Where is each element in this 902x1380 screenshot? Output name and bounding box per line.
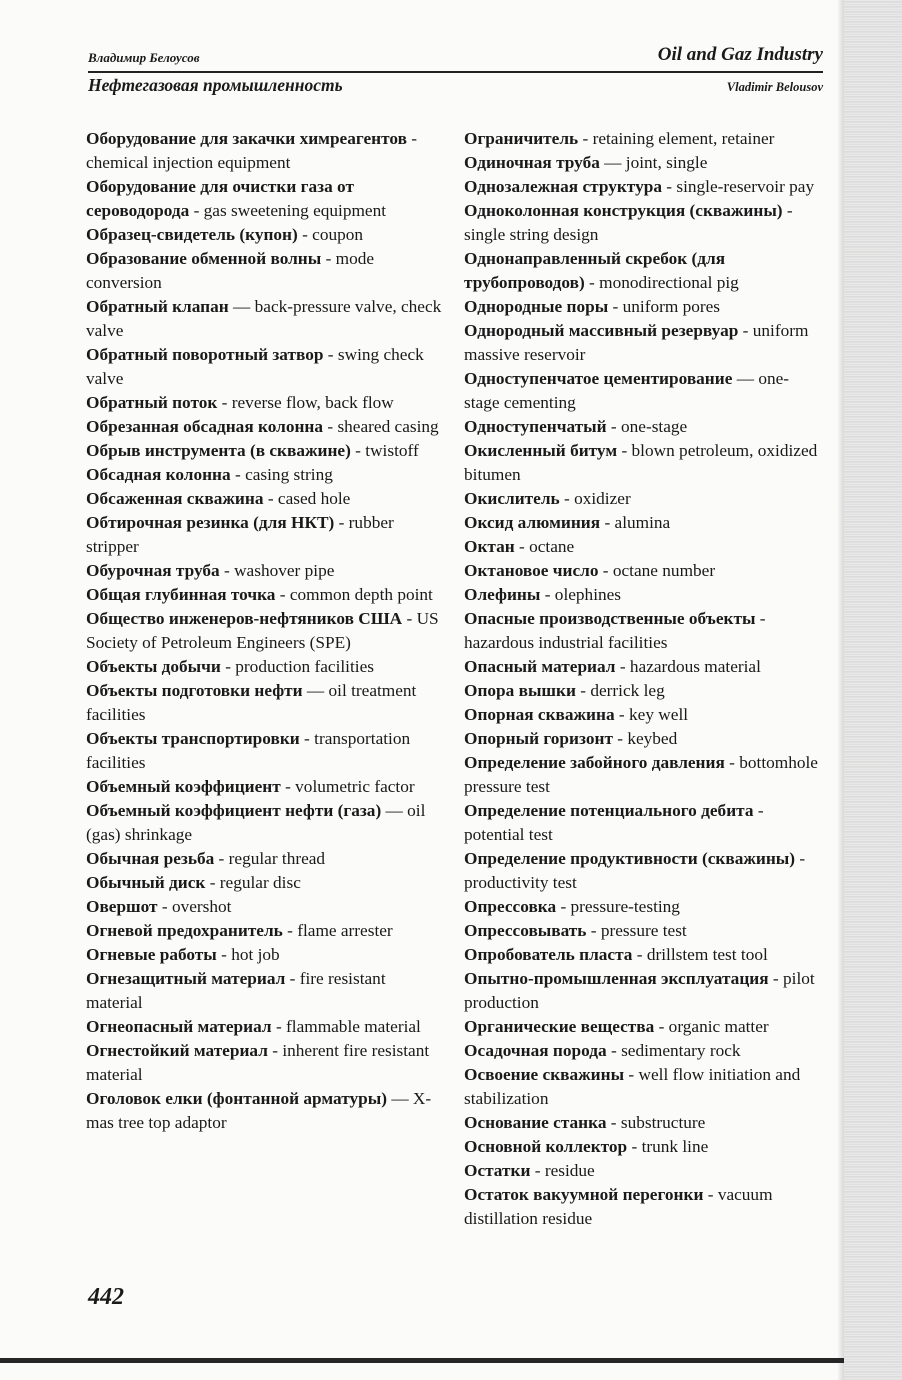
entry-term: Одиночная труба: [464, 153, 600, 172]
entry-definition: octane: [529, 537, 575, 556]
dictionary-entry: [464, 1063, 824, 1111]
entry-separator: —: [381, 801, 408, 820]
dictionary-entry: [464, 895, 824, 919]
entry-separator: -: [205, 873, 220, 892]
dictionary-entry: [86, 655, 444, 679]
entry-separator: -: [230, 465, 246, 484]
dictionary-entry: [86, 559, 444, 583]
dictionary-entry: [464, 127, 824, 151]
entry-definition: regular thread: [228, 849, 326, 868]
entry-definition: alumina: [614, 513, 671, 532]
dictionary-entry: [86, 967, 444, 1015]
dictionary-entry: [464, 487, 824, 511]
entry-term: Обратный клапан: [86, 297, 229, 316]
entry-term: Образование обменной волны: [86, 249, 322, 268]
entry-definition: single-reservoir pay: [676, 177, 815, 196]
entry-term: Огнезащитный материал: [86, 969, 286, 988]
entry-definition: fire resistant material: [86, 969, 386, 1012]
entry-separator: -: [214, 849, 229, 868]
entry-separator: -: [654, 1017, 669, 1036]
entry-definition: single string design: [464, 225, 599, 244]
entry-separator: -: [219, 561, 235, 580]
dictionary-entry: [464, 1135, 824, 1159]
entry-definition: hot job: [231, 945, 280, 964]
entry-definition: washover pipe: [234, 561, 335, 580]
dictionary-entry: [86, 1087, 444, 1135]
entry-definition: coupon: [312, 225, 364, 244]
entry-term: Обратный поток: [86, 393, 218, 412]
entry-definition: mode conversion: [86, 249, 375, 292]
entry-separator: -: [703, 1185, 718, 1204]
dictionary-entry: [86, 919, 444, 943]
entry-separator: -: [617, 441, 632, 460]
entry-separator: -: [738, 321, 753, 340]
entry-definition: oxidizer: [574, 489, 631, 508]
entry-definition: bottomhole pressure test: [464, 753, 818, 796]
entry-term: Определение продуктивности (скважины): [464, 849, 796, 868]
entry-term: Огневые работы: [86, 945, 217, 964]
book-page-edge: [844, 0, 902, 1380]
dictionary-entry: [86, 1015, 444, 1039]
entry-term: Объекты подготовки нефти: [86, 681, 303, 700]
dictionary-entry: [464, 511, 824, 535]
dictionary-entry: [86, 511, 444, 559]
entry-term: Объекты транспортировки: [86, 729, 300, 748]
header-author-en: Vladimir Belousov: [726, 80, 823, 94]
entry-separator: -: [755, 609, 766, 628]
entry-definition: common depth point: [289, 585, 433, 604]
dictionary-entry: [464, 559, 824, 583]
entry-definition: residue: [544, 1161, 595, 1180]
entry-definition: uniform pores: [622, 297, 721, 316]
dictionary-entry: [464, 415, 824, 439]
header-title-ru: Нефтегазовая промышленность: [88, 75, 343, 95]
entry-definition: organic matter: [668, 1017, 769, 1036]
entry-definition: well flow initiation and stabilization: [464, 1065, 801, 1108]
entry-definition: pressure-testing: [570, 897, 680, 916]
entry-definition: joint, single: [625, 153, 708, 172]
entry-term: Определение потенциального дебита: [464, 801, 754, 820]
dictionary-entry: [464, 295, 824, 319]
dictionary-entry: [86, 847, 444, 871]
entry-term: Общая глубинная точка: [86, 585, 276, 604]
dictionary-entry: [86, 799, 444, 847]
header-title-en: Oil and Gaz Industry: [657, 44, 823, 65]
entry-definition: derrick leg: [590, 681, 665, 700]
entry-term: Оголовок елки (фонтанной арматуры): [86, 1089, 387, 1108]
entry-definition: trunk line: [641, 1137, 709, 1156]
dictionary-entry: [464, 319, 824, 367]
dictionary-entry: [86, 583, 444, 607]
entry-term: Окисленный битум: [464, 441, 618, 460]
entry-separator: -: [612, 729, 628, 748]
entry-term: Опрессовка: [464, 897, 557, 916]
dictionary-entry: [464, 751, 824, 799]
entry-definition: blown petroleum, oxidized bitumen: [464, 441, 818, 484]
dictionary-column-right: [464, 127, 824, 1231]
entry-term: Опасные производственные объекты: [464, 609, 756, 628]
entry-separator: -: [402, 609, 417, 628]
entry-definition: potential test: [464, 825, 553, 844]
dictionary-entry: [86, 247, 444, 295]
dictionary-entry: [86, 439, 444, 463]
entry-term: Огнестойкий материал: [86, 1041, 268, 1060]
entry-term: Оксид алюминия: [464, 513, 601, 532]
entry-definition: one-stage: [621, 417, 688, 436]
entry-separator: -: [795, 849, 806, 868]
dictionary-entry: [86, 391, 444, 415]
entry-definition: cased hole: [277, 489, 351, 508]
entry-separator: -: [598, 561, 613, 580]
dictionary-entry: [464, 439, 824, 487]
entry-separator: -: [753, 801, 764, 820]
entry-definition: key well: [629, 705, 689, 724]
entry-term: Одноколонная конструкция (скважины): [464, 201, 783, 220]
dictionary-entry: [464, 679, 824, 703]
entry-separator: -: [323, 417, 338, 436]
entry-definition: olephines: [554, 585, 622, 604]
entry-separator: -: [285, 969, 300, 988]
entry-separator: -: [406, 129, 417, 148]
entry-term: Однородные поры: [464, 297, 609, 316]
entry-term: Объемный коэффициент нефти (газа): [86, 801, 382, 820]
entry-separator: -: [606, 1041, 622, 1060]
dictionary-entry: [86, 943, 444, 967]
entry-definition: US Society of Petroleum Engineers (SPE): [86, 609, 439, 652]
entry-term: Обурочная труба: [86, 561, 220, 580]
dictionary-entry: [464, 655, 824, 679]
entry-separator: -: [632, 945, 647, 964]
entry-term: Одноступенчатое цементирование: [464, 369, 733, 388]
entry-separator: -: [606, 417, 621, 436]
entry-definition: twistoff: [365, 441, 419, 460]
entry-term: Опасный материал: [464, 657, 616, 676]
entry-definition: pilot production: [464, 969, 815, 1012]
entry-separator: -: [514, 537, 530, 556]
entry-term: Объекты добычи: [86, 657, 221, 676]
entry-definition: inherent fire resistant material: [86, 1041, 430, 1084]
dictionary-entry: [464, 367, 824, 415]
entry-separator: -: [530, 1161, 545, 1180]
entry-separator: -: [615, 657, 630, 676]
dictionary-entry: [464, 583, 824, 607]
entry-definition: X-mas tree top adaptor: [86, 1089, 432, 1132]
entry-separator: -: [559, 489, 575, 508]
entry-definition: regular disc: [219, 873, 301, 892]
entry-separator: -: [782, 201, 793, 220]
entry-separator: —: [732, 369, 759, 388]
entry-separator: -: [661, 177, 677, 196]
dictionary-entry: [464, 199, 824, 247]
entry-term: Определение забойного давления: [464, 753, 725, 772]
dictionary-entry: [86, 727, 444, 775]
entry-separator: -: [600, 513, 615, 532]
entry-term: Овершот: [86, 897, 158, 916]
entry-term: Однозалежная структура: [464, 177, 662, 196]
entry-separator: —: [302, 681, 329, 700]
dictionary-entry: [464, 247, 824, 295]
entry-separator: -: [624, 1065, 639, 1084]
entry-separator: -: [220, 657, 236, 676]
entry-definition: vacuum distillation residue: [464, 1185, 773, 1228]
entry-definition: sheared casing: [337, 417, 439, 436]
entry-definition: rubber stripper: [86, 513, 394, 556]
dictionary-entry: [86, 463, 444, 487]
entry-term: Однонаправленный скребок (для трубопроводов): [464, 249, 726, 292]
dictionary-entry: [464, 1183, 824, 1231]
entry-definition: sedimentary rock: [621, 1041, 741, 1060]
entry-term: Огнеопасный материал: [86, 1017, 272, 1036]
dictionary-entry: [464, 919, 824, 943]
dictionary-entry: [86, 487, 444, 511]
entry-term: Опрессовывать: [464, 921, 587, 940]
entry-term: Оборудование для закачки химреагентов: [86, 129, 407, 148]
entry-separator: -: [578, 129, 593, 148]
entry-definition: uniform massive reservoir: [464, 321, 809, 364]
dictionary-entry: [464, 1015, 824, 1039]
entry-term: Опора вышки: [464, 681, 576, 700]
dictionary-entry: [86, 343, 444, 391]
entry-separator: -: [586, 921, 601, 940]
entry-separator: -: [584, 273, 600, 292]
entry-term: Обычная резьба: [86, 849, 215, 868]
entry-term: Олефины: [464, 585, 541, 604]
entry-separator: -: [724, 753, 740, 772]
entry-definition: pressure test: [600, 921, 687, 940]
entry-definition: flame arrester: [297, 921, 393, 940]
entry-term: Однородный массивный резервуар: [464, 321, 739, 340]
dictionary-entry: [464, 151, 824, 175]
entry-definition: retaining element, retainer: [592, 129, 775, 148]
entry-term: Опорный горизонт: [464, 729, 613, 748]
dictionary-entry: [464, 1159, 824, 1183]
entry-term: Освоение скважины: [464, 1065, 625, 1084]
entry-separator: -: [267, 1041, 283, 1060]
dictionary-entry: [86, 895, 444, 919]
dictionary-entry: [86, 871, 444, 895]
entry-separator: -: [606, 1113, 621, 1132]
entry-definition: production facilities: [235, 657, 374, 676]
bottom-rule: [0, 1358, 844, 1363]
entry-definition: monodirectional pig: [599, 273, 739, 292]
entry-definition: one-stage cementing: [464, 369, 790, 412]
entry-separator: -: [323, 345, 338, 364]
dictionary-entry: [86, 175, 444, 223]
dictionary-entry: [464, 175, 824, 199]
entry-separator: -: [768, 969, 783, 988]
entry-separator: —: [599, 153, 626, 172]
dictionary-entry: [86, 127, 444, 175]
entry-separator: -: [263, 489, 278, 508]
entry-definition: volumetric factor: [295, 777, 415, 796]
entry-separator: -: [157, 897, 172, 916]
entry-definition: overshot: [171, 897, 232, 916]
entry-definition: chemical injection equipment: [86, 153, 291, 172]
entry-term: Обратный поворотный затвор: [86, 345, 324, 364]
entry-separator: -: [608, 297, 623, 316]
page-number: 442: [88, 1284, 124, 1310]
dictionary-entry: [86, 607, 444, 655]
entry-separator: -: [189, 201, 204, 220]
entry-term: Огневой предохранитель: [86, 921, 283, 940]
entry-term: Опробователь пласта: [464, 945, 633, 964]
entry-separator: -: [280, 777, 296, 796]
entry-term: Обрезанная обсадная колонна: [86, 417, 324, 436]
dictionary-entry: [86, 223, 444, 247]
entry-term: Оборудование для очистки газа от сероводорода: [86, 177, 354, 220]
entry-term: Опорная скважина: [464, 705, 615, 724]
entry-term: Остатки: [464, 1161, 531, 1180]
dictionary-entry: [464, 967, 824, 1015]
entry-term: Обтирочная резинка (для НКТ): [86, 513, 335, 532]
entry-term: Осадочная порода: [464, 1041, 607, 1060]
entry-definition: casing string: [245, 465, 333, 484]
dictionary-entry: [86, 295, 444, 343]
dictionary-entry: [464, 727, 824, 751]
entry-separator: -: [575, 681, 591, 700]
entry-separator: -: [297, 225, 313, 244]
dictionary-entry: [464, 703, 824, 727]
entry-term: Основной коллектор: [464, 1137, 628, 1156]
entry-term: Органические вещества: [464, 1017, 655, 1036]
running-header: [88, 44, 823, 102]
entry-separator: -: [540, 585, 555, 604]
dictionary-entry: [464, 847, 824, 895]
entry-term: Обычный диск: [86, 873, 206, 892]
entry-separator: -: [627, 1137, 642, 1156]
entry-definition: drillstem test tool: [646, 945, 768, 964]
dictionary-entry: [464, 1111, 824, 1135]
entry-term: Октановое число: [464, 561, 599, 580]
dictionary-entry: [86, 1039, 444, 1087]
entry-definition: gas sweetening equipment: [203, 201, 387, 220]
entry-term: Основание станка: [464, 1113, 607, 1132]
entry-term: Октан: [464, 537, 515, 556]
entry-separator: -: [334, 513, 349, 532]
entry-definition: back-pressure valve, check valve: [86, 297, 442, 340]
entry-definition: oil (gas) shrinkage: [86, 801, 426, 844]
entry-term: Образец-свидетель (купон): [86, 225, 298, 244]
dictionary-entry: [86, 775, 444, 799]
dictionary-entry: [464, 943, 824, 967]
entry-separator: -: [217, 393, 232, 412]
header-author-ru: Владимир Белоусов: [88, 50, 200, 65]
entry-definition: keybed: [627, 729, 678, 748]
entry-definition: hazardous industrial facilities: [464, 633, 668, 652]
entry-separator: -: [350, 441, 366, 460]
entry-term: Обсаженная скважина: [86, 489, 264, 508]
entry-definition: oil treatment facilities: [86, 681, 417, 724]
entry-definition: flammable material: [286, 1017, 421, 1036]
dictionary-entry: [86, 679, 444, 727]
entry-term: Общество инженеров-нефтяников США: [86, 609, 403, 628]
dictionary-entry: [464, 607, 824, 655]
entry-separator: -: [282, 921, 298, 940]
entry-term: Одноступенчатый: [464, 417, 607, 436]
entry-term: Остаток вакуумной перегонки: [464, 1185, 704, 1204]
entry-definition: swing check valve: [86, 345, 424, 388]
entry-term: Обсадная колонна: [86, 465, 231, 484]
entry-separator: -: [321, 249, 336, 268]
entry-definition: substructure: [620, 1113, 706, 1132]
entry-term: Обрыв инструмента (в скважине): [86, 441, 351, 460]
dictionary-column-left: [86, 127, 444, 1135]
entry-definition: hazardous material: [629, 657, 761, 676]
entry-term: Опытно-промышленная эксплуатация: [464, 969, 769, 988]
entry-separator: -: [556, 897, 571, 916]
dictionary-entry: [464, 799, 824, 847]
entry-definition: transportation facilities: [86, 729, 411, 772]
entry-separator: -: [271, 1017, 287, 1036]
entry-separator: -: [299, 729, 315, 748]
entry-separator: —: [387, 1089, 413, 1108]
entry-definition: octane number: [612, 561, 716, 580]
entry-term: Ограничитель: [464, 129, 579, 148]
entry-definition: reverse flow, back flow: [231, 393, 394, 412]
entry-separator: -: [275, 585, 290, 604]
dictionary-entry: [464, 535, 824, 559]
entry-separator: -: [614, 705, 630, 724]
dictionary-entry: [86, 415, 444, 439]
entry-definition: productivity test: [464, 873, 577, 892]
entry-term: Окислитель: [464, 489, 560, 508]
header-rule: [88, 71, 823, 73]
dictionary-entry: [464, 1039, 824, 1063]
entry-term: Объемный коэффициент: [86, 777, 281, 796]
entry-separator: —: [228, 297, 255, 316]
entry-separator: -: [216, 945, 232, 964]
